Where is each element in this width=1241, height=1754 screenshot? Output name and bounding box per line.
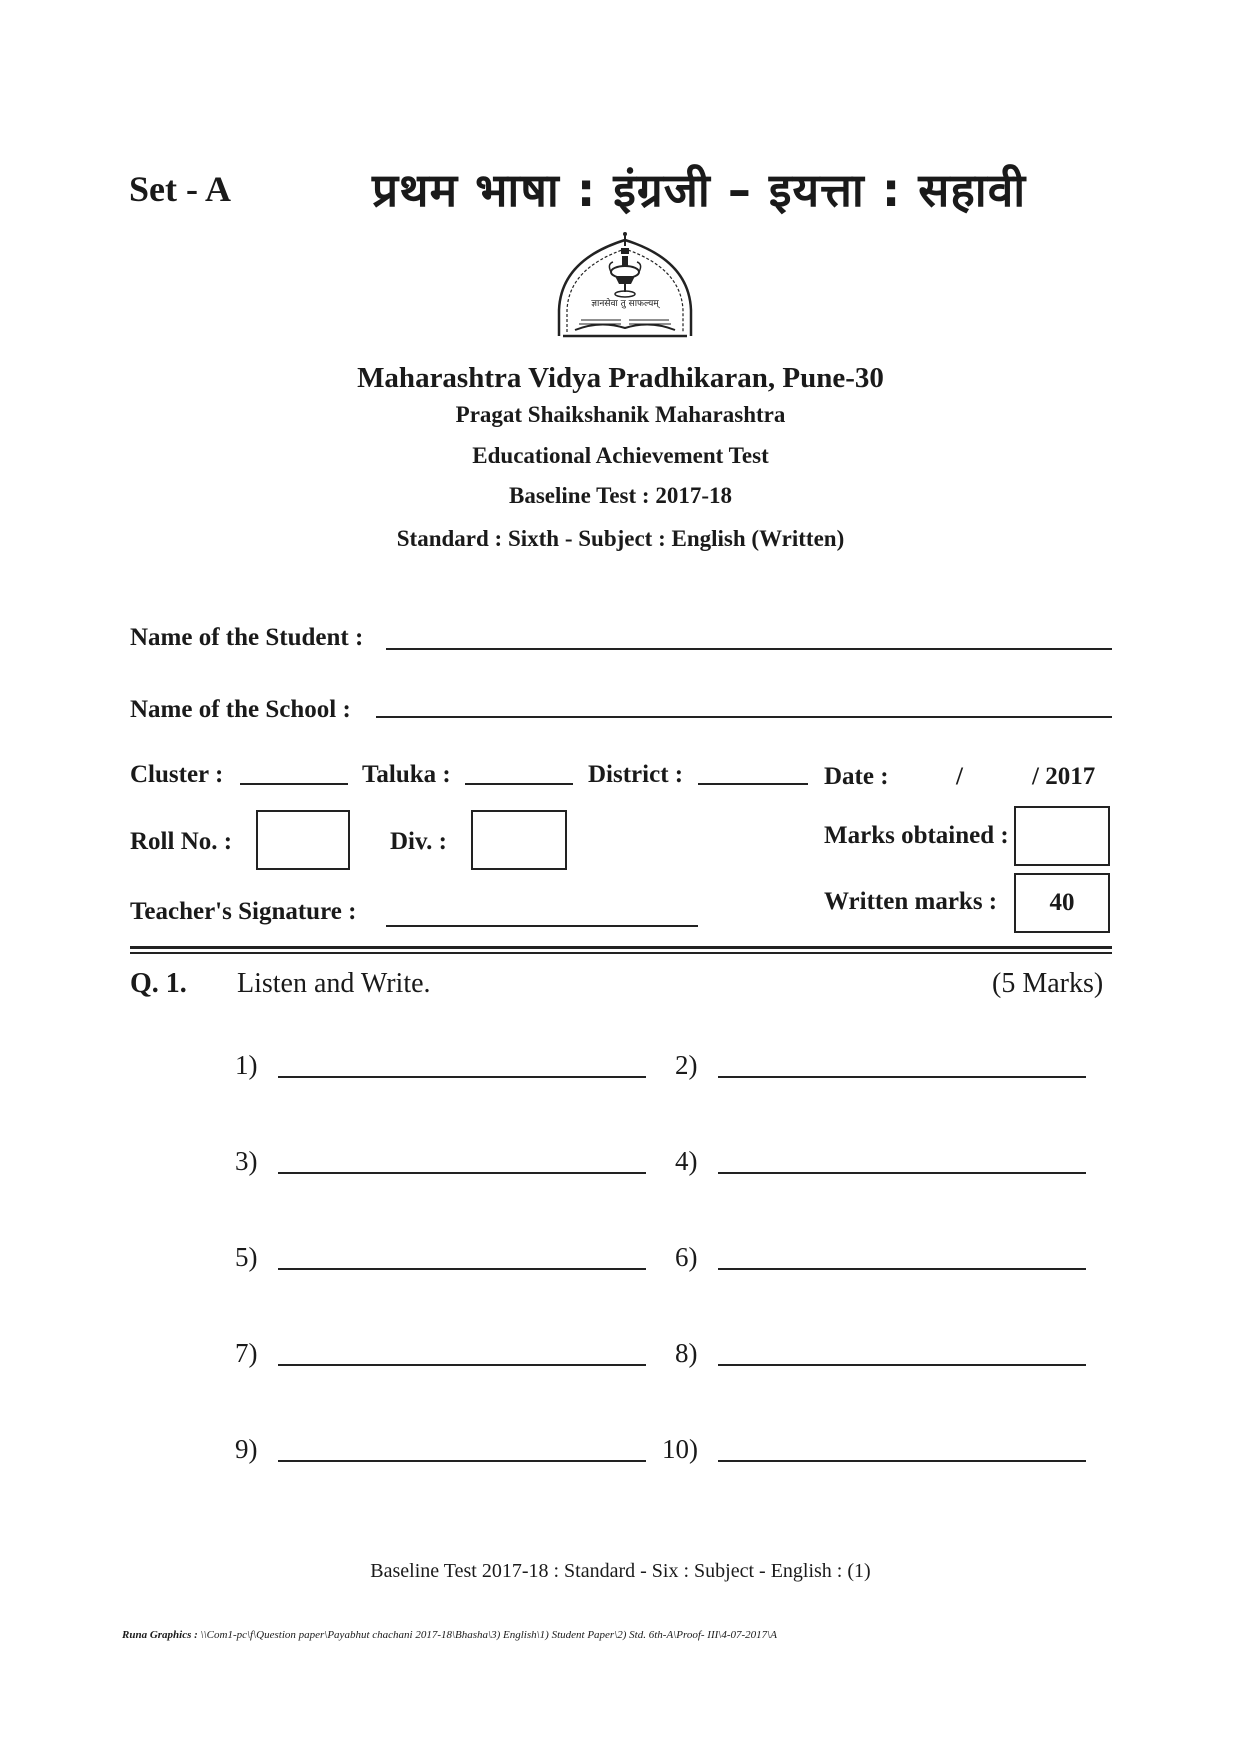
written-marks-value: 40 xyxy=(1049,889,1075,916)
emblem-icon xyxy=(545,232,705,350)
answer-number: 6) xyxy=(675,1242,698,1272)
section-divider xyxy=(130,946,1112,954)
answer-number: 5) xyxy=(235,1242,258,1272)
set-label: Set - A xyxy=(129,169,231,209)
teacher-signature-field[interactable] xyxy=(386,925,698,927)
institution-name: Maharashtra Vidya Pradhikaran, Pune-30 xyxy=(357,362,884,394)
roll-number-box[interactable] xyxy=(256,810,350,870)
answer-number: 9) xyxy=(235,1434,258,1464)
district-label: District : xyxy=(588,761,684,788)
print-credit xyxy=(122,1629,777,1641)
answer-line[interactable] xyxy=(718,1268,1086,1270)
written-marks-label: Written marks : xyxy=(824,888,998,915)
answer-line[interactable] xyxy=(278,1268,646,1270)
marks-obtained-label: Marks obtained : xyxy=(824,822,1009,849)
question-text: Listen and Write. xyxy=(237,968,431,999)
question-marks: (5 Marks) xyxy=(992,968,1104,999)
student-name-field[interactable] xyxy=(386,648,1112,650)
cluster-label: Cluster : xyxy=(130,761,224,788)
written-marks-box xyxy=(1014,873,1110,933)
date-label: Date : xyxy=(824,763,889,790)
answer-number: 2) xyxy=(675,1050,698,1080)
credit-path: \\Com1-pc\f\Question paper\Payabhut chachani 2017-18\Bhasha\3) English\1) Student Paper\2) Std. 6th-A\Proof- III\4-07-2017\A xyxy=(197,1629,777,1641)
answer-line[interactable] xyxy=(278,1364,646,1366)
taluka-label: Taluka : xyxy=(362,761,451,788)
standard-subject: Standard : Sixth - Subject : English (Written) xyxy=(396,526,845,551)
answer-number: 10) xyxy=(662,1434,698,1464)
student-name-label: Name of the Student : xyxy=(130,624,364,651)
test-type: Baseline Test : 2017-18 xyxy=(509,483,732,508)
test-name: Educational Achievement Test xyxy=(472,443,769,468)
roll-number-label: Roll No. : xyxy=(130,828,233,855)
date-year: / 2017 xyxy=(1032,763,1096,790)
logo-motto: ज्ञानसेवा तु साफल्यम् xyxy=(591,299,659,309)
school-name-label: Name of the School : xyxy=(130,696,351,723)
division-box[interactable] xyxy=(471,810,567,870)
answer-number: 8) xyxy=(675,1338,698,1368)
emblem-logo xyxy=(545,232,705,350)
teacher-signature-label: Teacher's Signature : xyxy=(130,898,357,925)
answer-line[interactable] xyxy=(278,1076,646,1078)
answer-line[interactable] xyxy=(718,1364,1086,1366)
marks-obtained-box[interactable] xyxy=(1014,806,1110,866)
question-number: Q. 1. xyxy=(130,968,187,999)
answer-line[interactable] xyxy=(278,1460,646,1462)
answer-line[interactable] xyxy=(718,1076,1086,1078)
credit-label: Runa Graphics : xyxy=(122,1629,198,1641)
answer-number: 4) xyxy=(675,1146,698,1176)
answer-line[interactable] xyxy=(718,1460,1086,1462)
answer-number: 3) xyxy=(235,1146,258,1176)
answer-number: 1) xyxy=(235,1050,258,1080)
division-label: Div. : xyxy=(390,828,447,855)
answer-number: 7) xyxy=(235,1338,258,1368)
taluka-field[interactable] xyxy=(465,783,573,785)
school-name-field[interactable] xyxy=(376,716,1112,718)
page-footer: Baseline Test 2017-18 : Standard - Six : Subject - English : (1) xyxy=(370,1560,871,1582)
hindi-title: प्रथम भाषा : इंग्रजी – इयत्ता : सहावी xyxy=(372,163,1027,217)
cluster-field[interactable] xyxy=(240,783,348,785)
date-slash: / xyxy=(956,763,963,790)
program-name: Pragat Shaikshanik Maharashtra xyxy=(455,402,786,427)
answer-line[interactable] xyxy=(278,1172,646,1174)
answer-line[interactable] xyxy=(718,1172,1086,1174)
district-field[interactable] xyxy=(698,783,808,785)
